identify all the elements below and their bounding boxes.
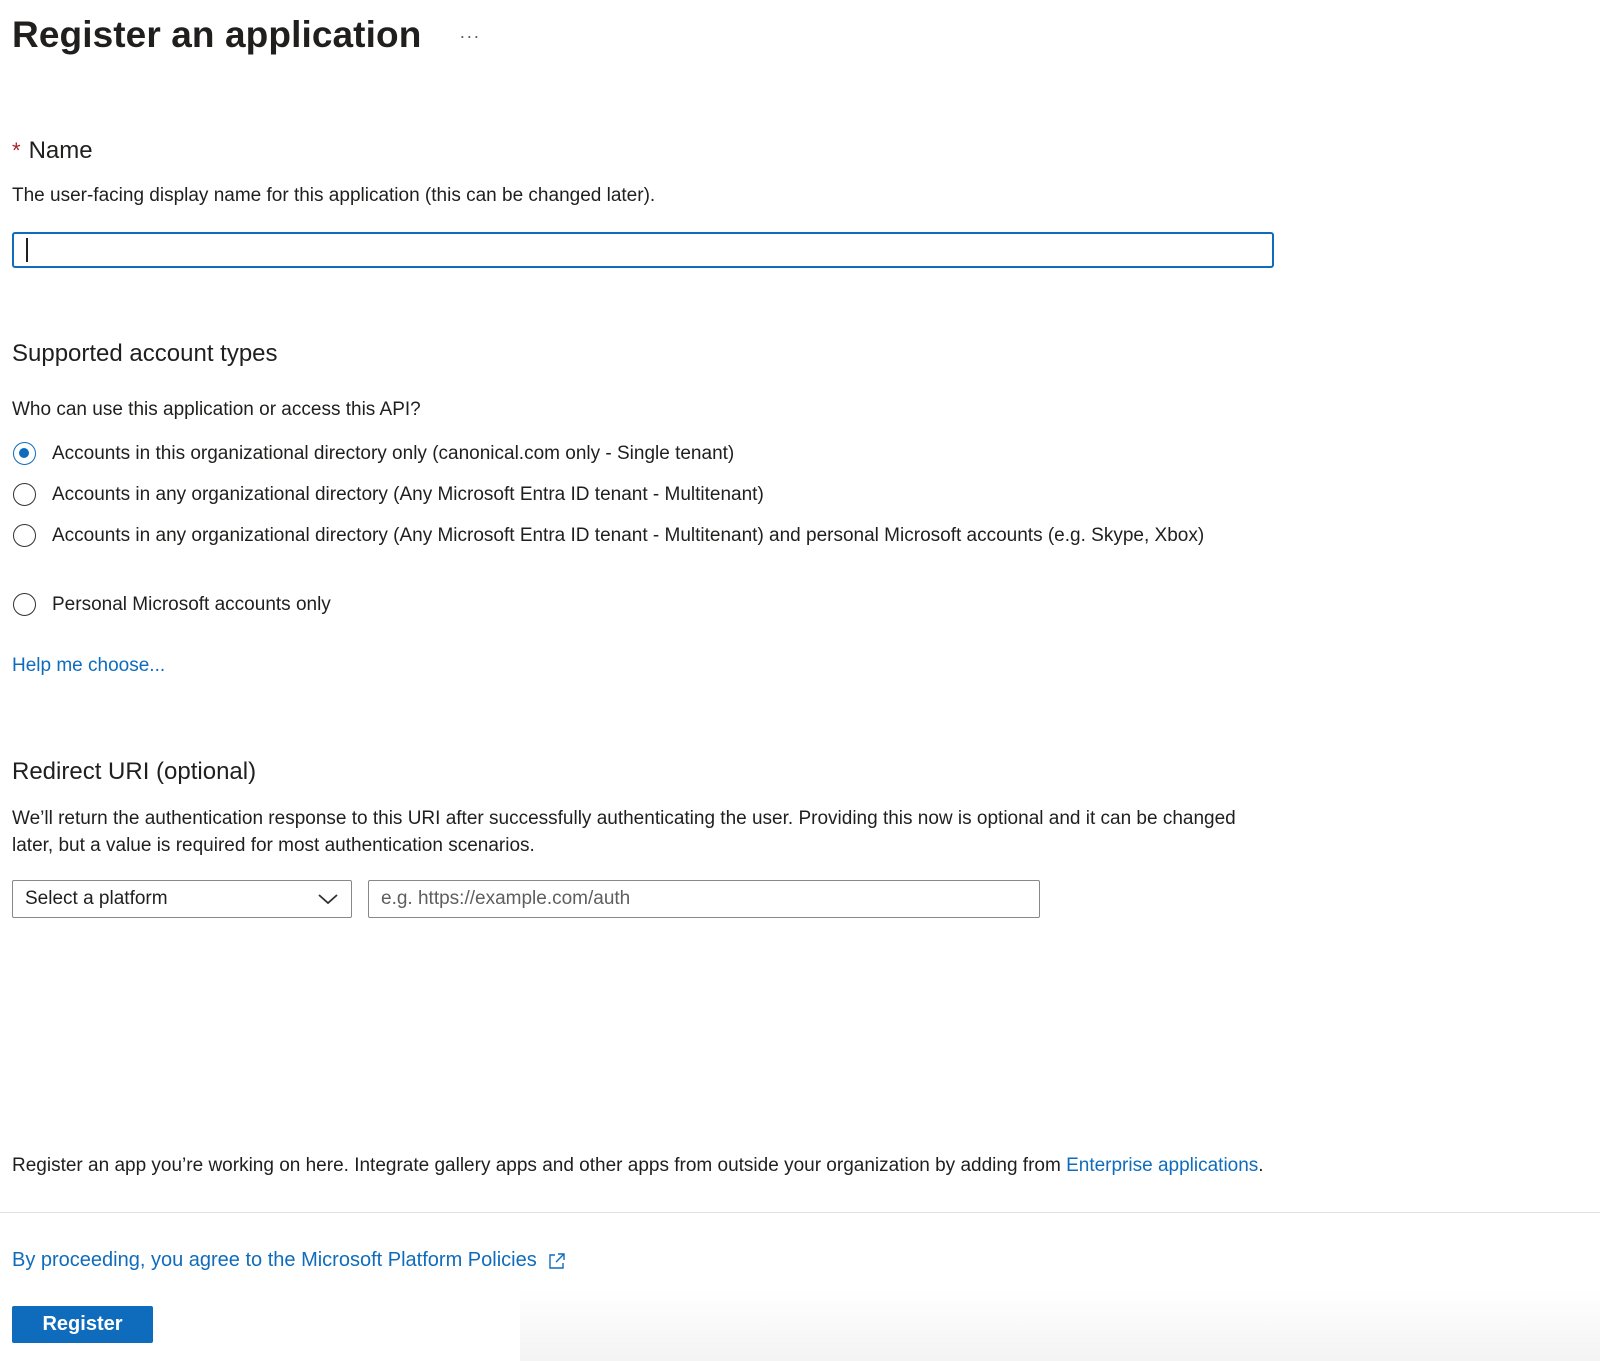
account-types-question: Who can use this application or access this API? xyxy=(12,399,421,420)
footer-note xyxy=(12,1155,1264,1177)
footer-note-text: Register an app you’re working on here. Integrate gallery apps and other apps from outside your organization by adding from xyxy=(12,1155,1067,1176)
enterprise-applications-link[interactable]: Enterprise applications xyxy=(1066,1155,1259,1176)
bottom-shade xyxy=(520,1290,1600,1361)
radio-button-selected[interactable] xyxy=(13,442,36,465)
chevron-down-icon xyxy=(317,892,339,906)
radio-option-multitenant-personal[interactable] xyxy=(13,522,1292,550)
platform-policies-link[interactable] xyxy=(12,1249,567,1272)
help-me-choose-link[interactable]: Help me choose... xyxy=(12,655,166,676)
redirect-uri-input[interactable] xyxy=(368,880,1040,918)
external-link-icon xyxy=(547,1251,567,1271)
redirect-uri-title: Redirect URI (optional) xyxy=(12,758,257,785)
required-marker: * xyxy=(12,138,21,163)
name-section-title xyxy=(12,137,93,165)
account-types-title: Supported account types xyxy=(12,340,278,367)
platform-policies-text: By proceeding, you agree to the Microsoft Platform Policies xyxy=(12,1249,537,1271)
radio-button[interactable] xyxy=(13,524,36,547)
text-cursor xyxy=(26,238,28,262)
name-description: The user-facing display name for this application (this can be changed later). xyxy=(12,185,656,206)
radio-button[interactable] xyxy=(13,593,36,616)
app-name-input[interactable] xyxy=(12,232,1274,268)
radio-option-multitenant[interactable] xyxy=(13,481,1292,509)
more-options-icon[interactable]: ··· xyxy=(459,25,481,46)
name-label: Name xyxy=(28,137,93,164)
divider xyxy=(0,1212,1600,1213)
redirect-uri-description: We’ll return the authentication response to this URI after successfully authenticating the user. Providing this now is optional and it can be changed later, but a value is required for most authentication scenarios. xyxy=(12,808,1236,856)
radio-label: Accounts in any organizational directory (Any Microsoft Entra ID tenant - Multitenant) and personal Microsoft accounts (e.g. Skype, Xbox) xyxy=(52,525,1205,546)
footer-note-end: . xyxy=(1258,1155,1264,1176)
radio-label: Accounts in this organizational directory only (canonical.com only - Single tenant) xyxy=(52,443,735,464)
radio-option-personal-only[interactable] xyxy=(13,591,1292,619)
register-button[interactable]: Register xyxy=(12,1306,153,1343)
radio-option-single-tenant[interactable] xyxy=(13,440,1292,468)
platform-select-value: Select a platform xyxy=(25,888,168,909)
platform-select[interactable] xyxy=(12,880,352,918)
radio-label: Personal Microsoft accounts only xyxy=(52,594,331,615)
title-row xyxy=(12,10,480,60)
page-title: Register an application xyxy=(12,14,422,55)
radio-button[interactable] xyxy=(13,483,36,506)
radio-label: Accounts in any organizational directory (Any Microsoft Entra ID tenant - Multitenant) xyxy=(52,484,764,505)
